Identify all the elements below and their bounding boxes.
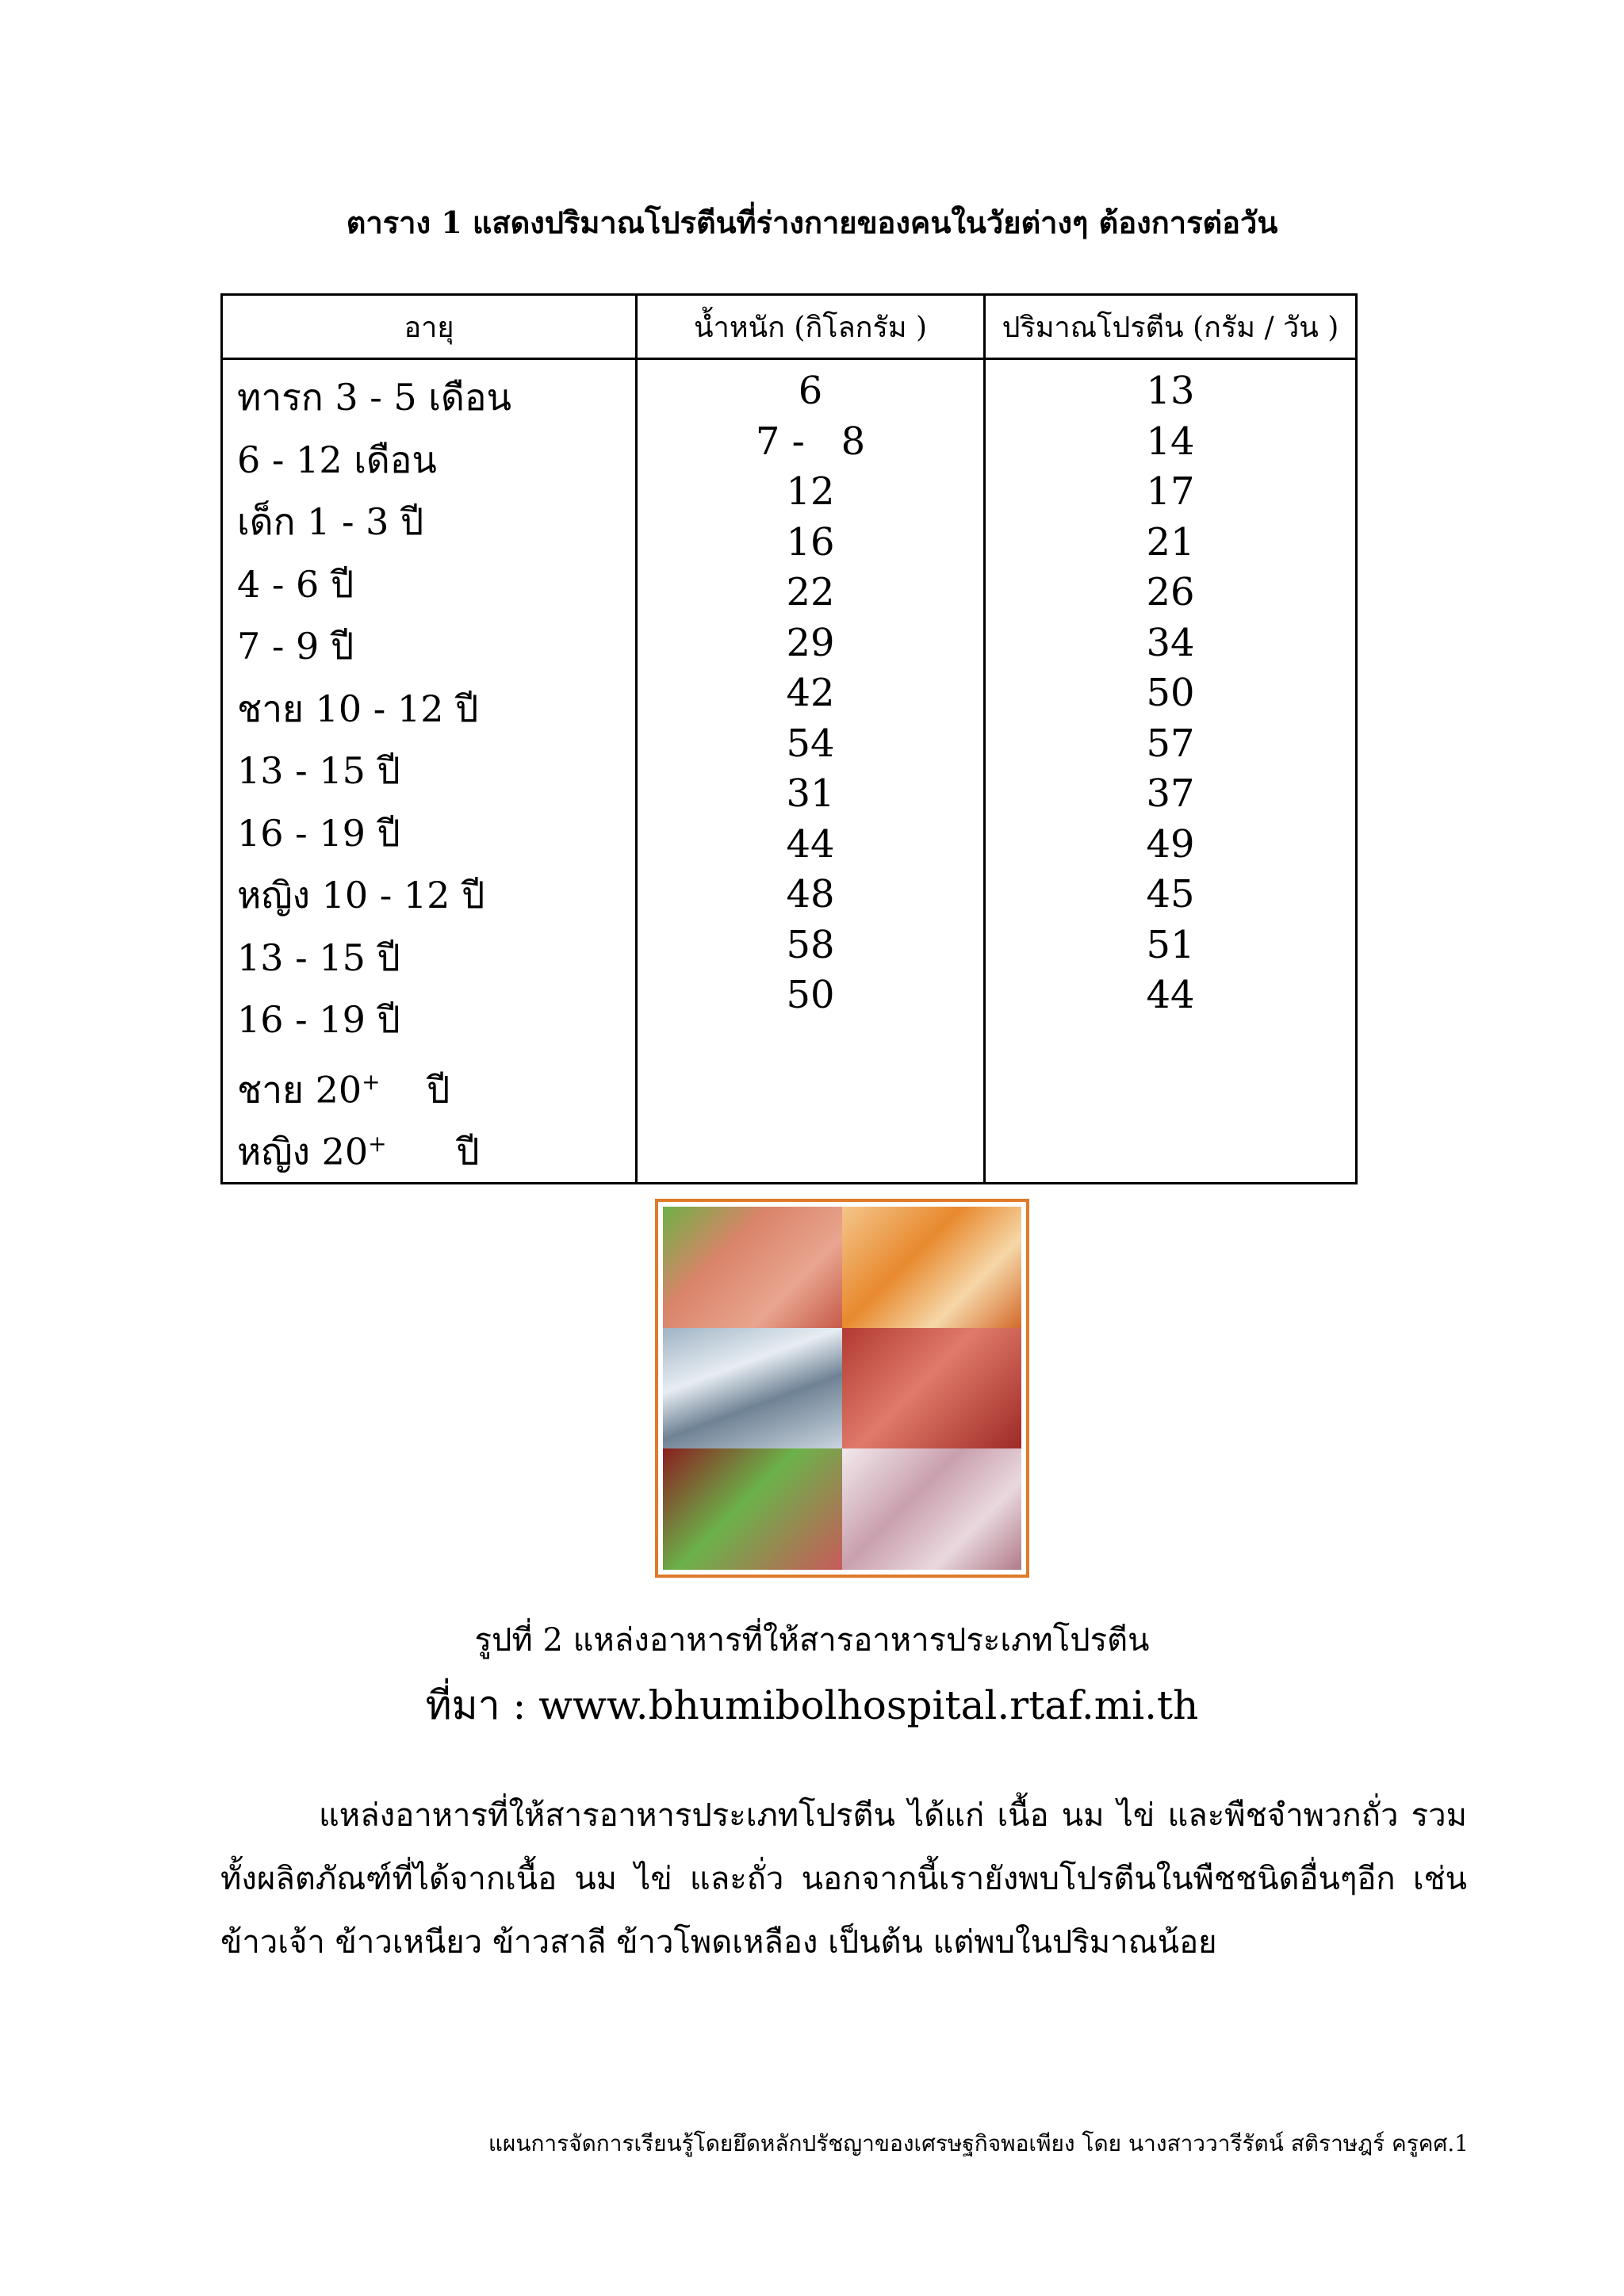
table-title: ตาราง 1 แสดงปริมาณโปรตีนที่ร่างกายของคนในวัยต่างๆ ต้องการต่อวัน (346, 205, 1278, 240)
age-item (223, 678, 635, 740)
age-item (223, 366, 635, 429)
age-unit: ปี (386, 1130, 480, 1173)
protein-value: 50 (1146, 671, 1195, 715)
age-item (223, 989, 635, 1051)
table-body-row (222, 359, 1357, 1184)
age-unit: ปี (380, 1067, 450, 1111)
age-text: เด็ก 1 - 3 ปี (237, 500, 424, 543)
age-superscript: + (362, 1068, 381, 1095)
photo-tile-crab (842, 1207, 1021, 1328)
protein-value: 37 (1146, 771, 1195, 816)
age-text: 16 - 19 ปี (237, 998, 400, 1041)
age-text: 4 - 6 ปี (237, 562, 354, 606)
age-text: 13 - 15 ปี (237, 749, 400, 792)
protein-list (986, 360, 1355, 1027)
figure-source: ที่มา : www.bhumibolhospital.rtaf.mi.th (425, 1682, 1199, 1728)
weight-value: 48 (786, 872, 835, 916)
age-text: 13 - 15 ปี (237, 936, 400, 979)
body-paragraph (220, 1784, 1467, 1974)
weight-value: 44 (786, 821, 835, 867)
age-text: ชาย 20 (237, 1067, 362, 1111)
header-weight: น้ำหนัก (กิโลกรัม ) (637, 295, 985, 359)
header-protein: ปริมาณโปรตีน (กรัม / วัน ) (985, 295, 1357, 359)
age-superscript: + (368, 1131, 387, 1157)
age-item (223, 1113, 635, 1176)
protein-value: 45 (1146, 872, 1195, 916)
protein-foods-collage-icon (663, 1207, 1021, 1570)
protein-value: 49 (1146, 821, 1195, 867)
weight-value: 42 (786, 671, 835, 715)
weight-column (637, 359, 985, 1184)
age-text: 7 - 9 ปี (237, 625, 354, 668)
protein-foods-photo (655, 1199, 1029, 1578)
weight-value: 29 (786, 620, 835, 665)
weight-list (638, 360, 983, 1027)
photo-tile-sliced-fish (842, 1448, 1021, 1570)
weight-value: 50 (786, 973, 835, 1017)
weight-value: 31 (786, 771, 835, 816)
age-text: หญิง 20 (237, 1130, 369, 1173)
photo-tile-red-meat (842, 1328, 1021, 1449)
age-text: 16 - 19 ปี (237, 811, 400, 855)
weight-value: 16 (786, 519, 835, 564)
age-item (223, 927, 635, 989)
header-age: อายุ (222, 295, 637, 359)
age-list (223, 360, 635, 1182)
protein-column (985, 359, 1357, 1184)
protein-value: 13 (1146, 369, 1195, 413)
photo-tile-fish (663, 1328, 842, 1449)
age-column (222, 359, 637, 1184)
protein-value: 34 (1146, 620, 1195, 665)
protein-requirement-table (220, 293, 1358, 1184)
age-text: ทารก 3 - 5 เดือน (237, 376, 511, 419)
protein-value: 14 (1146, 419, 1195, 464)
age-item (223, 864, 635, 927)
paragraph-text: แหล่งอาหารที่ให้สารอาหารประเภทโปรตีน ได้แก่ เนื้อ นม ไข่ และพืชจำพวกถั่ว รวมทั้งผลิตภัณฑ์ที่ได้จากเนื้อ นม ไข่ และถั่ว นอกจากนี้เรายังพบโปรตีนในพืชชนิดอื่นๆอีก เช่น ข้าวเจ้า ข้าวเหนียว ข้าวสาลี ข้าวโพดเหลือง เป็นต้น แต่พบในปริมาณน้อย (220, 1797, 1467, 1961)
protein-value: 57 (1146, 721, 1195, 766)
age-item (223, 491, 635, 553)
protein-value: 51 (1146, 922, 1195, 967)
protein-value: 44 (1146, 973, 1195, 1017)
age-text: ชาย 10 - 12 ปี (237, 687, 479, 730)
photo-tile-meat-vegetable (663, 1207, 842, 1328)
weight-value: 6 (798, 369, 823, 413)
photo-tile-meat-lettuce (663, 1448, 842, 1570)
age-item (223, 1051, 635, 1114)
weight-value: 12 (786, 469, 835, 514)
age-text: 6 - 12 เดือน (237, 438, 437, 481)
age-item (223, 553, 635, 616)
age-item (223, 802, 635, 865)
age-text: หญิง 10 - 12 ปี (237, 874, 485, 916)
weight-value: 54 (786, 721, 835, 766)
protein-value: 26 (1146, 570, 1195, 614)
protein-value: 21 (1146, 519, 1195, 564)
age-item (223, 740, 635, 802)
protein-value: 17 (1146, 469, 1195, 514)
weight-value: 7 - 8 (755, 419, 866, 464)
table-header-row (222, 295, 1357, 359)
weight-value: 22 (786, 570, 835, 614)
weight-value: 58 (786, 922, 835, 967)
figure-caption: รูปที่ 2 แหล่งอาหารที่ให้สารอาหารประเภทโปรตีน (474, 1622, 1150, 1659)
age-item (223, 429, 635, 492)
page-footer: แผนการจัดการเรียนรู้โดยยึดหลักปรัชญาของเศรษฐกิจพอเพียง โดย นางสาววารีรัตน์ สติราษฎร์ ครูคศ.1 (488, 2130, 1469, 2156)
age-item (223, 615, 635, 678)
